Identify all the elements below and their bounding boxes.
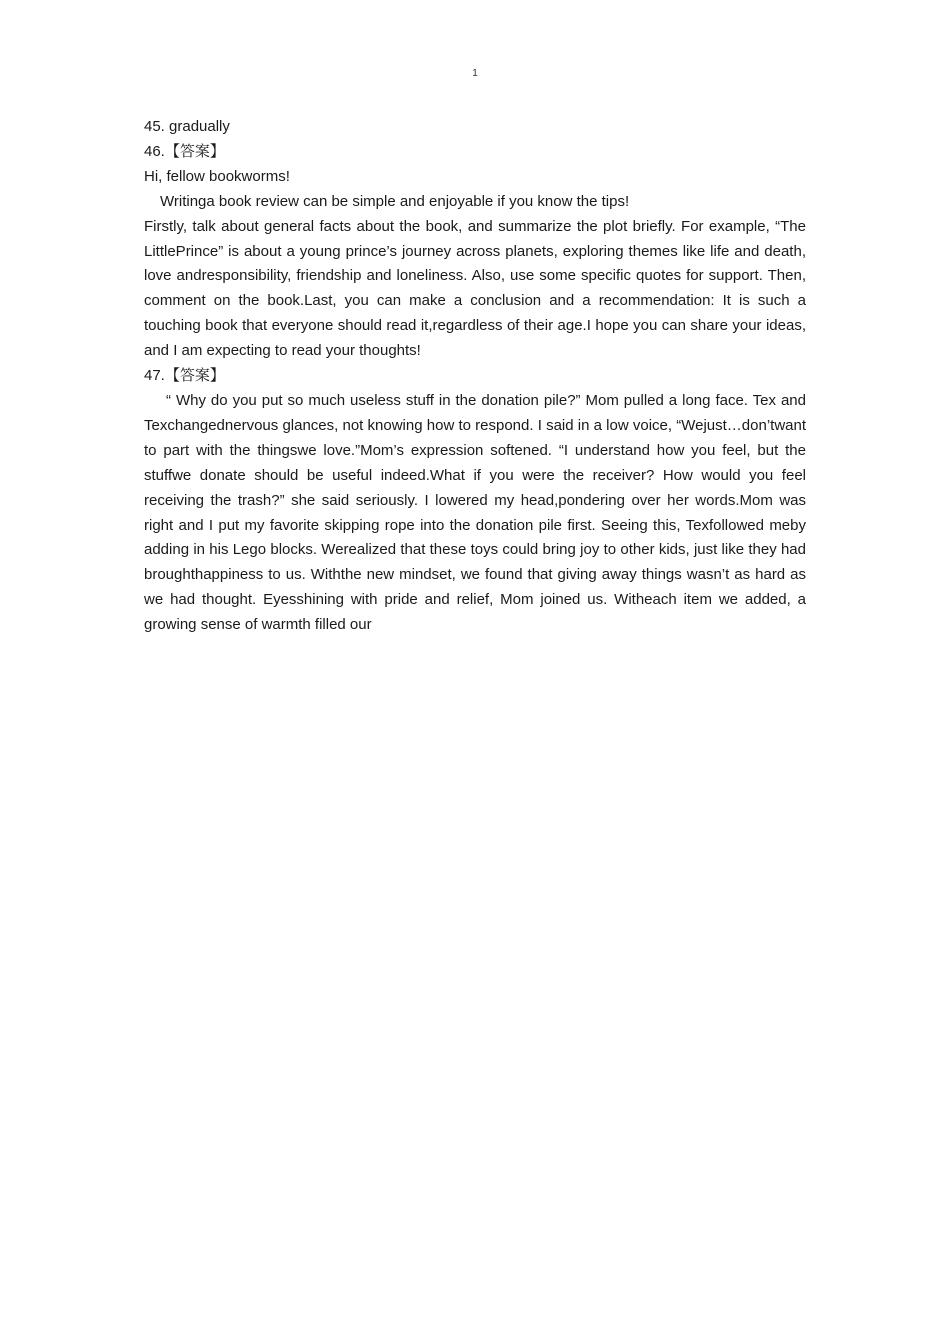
- answer-46-intro: Writinga book review can be simple and enjoyable if you know the tips!: [160, 192, 630, 210]
- answer-content: [144, 115, 806, 638]
- answer-47-body: “ Why do you put so much useless stuff in the donation pile?” Mom pulled a long face. Tex and Texchangednervous glances, not knowing how to respond. I said in a low voice, “Wejust…don’twant to part with the thingswe love.”Mom’s expression softened. “I understand how you feel, but the stuffwe donate should be useful indeed.What if you were the receiver? How would you feel receiving the trash?” she said seriously. I lowered my head,pondering over her words.Mom was right and I put my favorite skipping rope into the donation pile first. Seeing this, Texfollowed meby adding in his Lego blocks. Werealized that these toys could bring joy to other kids, just like they had broughthappiness to us. Withthe new mindset, we found that giving away things wasn’t as hard as we had thought. Eyesshining with pride and relief, Mom joined us. Witheach item we added, a growing sense of warmth filled our: [144, 391, 806, 634]
- page-number: 1: [472, 68, 478, 79]
- answer-46-greeting: Hi, fellow bookworms!: [144, 167, 290, 185]
- answer-47-label: 47.【答案】: [144, 367, 225, 385]
- answer-46-label: 46.【答案】: [144, 142, 225, 160]
- answer-45: 45. gradually: [144, 118, 230, 135]
- answer-46-body: Firstly, talk about general facts about the book, and summarize the plot briefly. For example, “The LittlePrince” is about a young prince’s journey across planets, exploring themes like life and death, love andresponsibility, friendship and loneliness. Also, use some specific quotes for support. Then, comment on the book.Last, you can make a conclusion and a recommendation: It is such a touching book that everyone should read it,regardless of their age.I hope you can share your ideas, and I am expecting to read your thoughts!: [144, 217, 806, 360]
